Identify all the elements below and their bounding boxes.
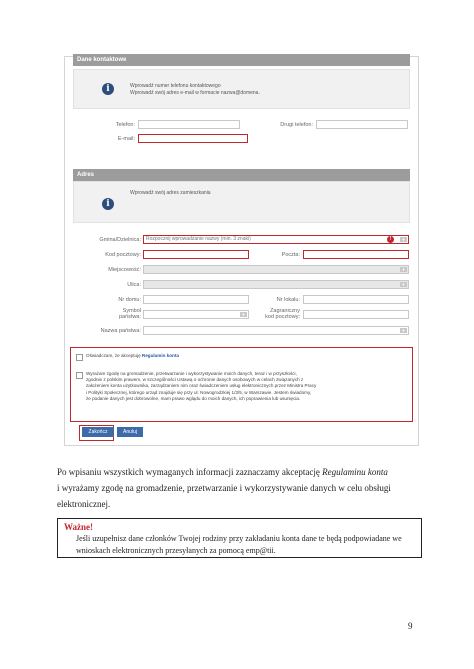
info-icon: i <box>102 83 114 95</box>
regulations-consent-text <box>86 353 179 359</box>
foreign-postal-input[interactable] <box>303 310 409 319</box>
house-number-input[interactable] <box>143 295 249 304</box>
body-line-1 <box>57 464 427 480</box>
submit-button[interactable]: Zakończ <box>82 427 114 437</box>
body-line-1-text: Po wpisaniu wszystkich wymaganych informacji zaznaczamy akceptację <box>57 467 323 477</box>
dropdown-icon[interactable]: ▼ <box>401 267 406 272</box>
consent-box <box>70 347 413 422</box>
email-label: E-mail: <box>117 136 135 142</box>
country-name-label: Nazwa państwa: <box>100 328 141 334</box>
postal-code-input[interactable] <box>143 250 249 259</box>
foreign-postal-label-line2: kod pocztowy: <box>265 314 300 320</box>
gdpr-checkbox[interactable] <box>76 372 83 379</box>
contact-info-box <box>73 69 410 109</box>
info-line-phone: Wprowadź numer telefonu kontaktowego <box>130 83 221 89</box>
phone-label: Telefon: <box>115 122 135 128</box>
second-phone-input[interactable] <box>316 120 408 129</box>
error-icon: ! <box>387 236 394 243</box>
body-paragraph <box>57 464 427 512</box>
gdpr-consent-text <box>86 371 408 402</box>
flat-number-label: Nr lokalu: <box>276 297 300 303</box>
form-screenshot <box>64 56 419 446</box>
dropdown-icon[interactable]: ▼ <box>241 312 246 317</box>
gdpr-line: i Polityki Społecznej, którego urząd znajduje się przy ul. Nowogrodzkiej 1/3/5, w Warszawie. Jestem świadomy, <box>86 389 312 395</box>
info-line-email: Wprowadź swój adres e-mail w formacie nazwa@domena. <box>130 90 260 96</box>
foreign-postal-label-line1: Zagraniczny <box>270 308 300 314</box>
gdpr-line: że podanie danych jest dobrowolne, mam prawo wglądu do moich danych, ich poprawienia lub usunięcia. <box>86 395 301 401</box>
commune-input[interactable] <box>143 235 409 244</box>
body-line-3: elektronicznej. <box>57 499 111 509</box>
important-note-box <box>57 518 422 558</box>
body-line-2: i wyrażamy zgodę na gromadzenie, przetwarzanie i wykorzystywanie danych w celu obsługi <box>57 483 391 493</box>
dropdown-icon[interactable]: ▼ <box>401 237 406 242</box>
country-select[interactable] <box>143 326 409 335</box>
regulations-link[interactable]: Regulamin konta <box>141 353 179 358</box>
state-symbol-label-line2: państwa: <box>118 314 141 320</box>
note-text: Jeśli uzupełnisz dane członków Twojej rodziny przy zakładaniu konta dane te będą podpowiadane we wnioskach elektronicznych przesyłanych za pomocą emp@tii. <box>76 534 402 555</box>
cancel-button[interactable]: Anuluj <box>117 427 143 437</box>
gdpr-line: Wyrażam zgodę na gromadzenie, przetwarzanie i wykorzystywanie moich danych, teraz i w przyszłości, <box>86 371 297 376</box>
regulations-prefix: Oświadczam, że akceptuję <box>86 353 141 358</box>
state-symbol-select[interactable] <box>143 310 249 319</box>
email-input[interactable] <box>138 134 248 143</box>
town-select[interactable] <box>143 265 409 274</box>
info-icon: i <box>102 198 114 210</box>
post-office-input[interactable] <box>303 250 409 259</box>
contact-section-header: Dane kontaktowe <box>73 54 410 66</box>
foreign-postal-label <box>255 308 300 320</box>
town-label: Miejscowość: <box>108 267 141 273</box>
dropdown-icon[interactable]: ▼ <box>401 328 406 333</box>
commune-label: Gmina/Dzielnica: <box>99 237 141 243</box>
note-title: Ważne! <box>64 522 93 532</box>
post-office-label: Poczta: <box>281 252 300 258</box>
commune-placeholder: Rozpocznij wprowadzanie nazwy (min. 3 znaki) <box>146 236 251 242</box>
regulations-checkbox[interactable] <box>76 354 83 361</box>
postal-code-label: Kod pocztowy: <box>105 252 141 258</box>
dropdown-icon[interactable]: ▼ <box>401 282 406 287</box>
page-number: 9 <box>408 621 413 631</box>
street-label: Ulica: <box>127 282 141 288</box>
phone-input[interactable] <box>138 120 240 129</box>
address-section-header: Adres <box>73 169 410 181</box>
second-phone-label: Drugi telefon: <box>280 122 313 128</box>
street-select[interactable] <box>143 280 409 289</box>
gdpr-line: zgodnie z polskim prawem, w szczególności Ustawą o ochronie danych osobowych w celach związanych z <box>86 377 304 383</box>
flat-number-input[interactable] <box>303 295 409 304</box>
state-symbol-label <box>65 308 141 320</box>
contact-info-text <box>130 83 260 97</box>
house-number-label: Nr domu: <box>118 297 141 303</box>
regulations-emphasis: Regulaminu konta <box>322 467 388 477</box>
address-info-text: Wprowadź swój adres zamieszkania <box>130 190 211 196</box>
address-info-box <box>73 181 410 223</box>
state-symbol-label-line1: Symbol <box>122 308 141 314</box>
gdpr-line: założeniem konta użytkownika, zarządzaniem nim oraz świadczeniem usług elektronicznych przez Ministra Pracy <box>86 383 317 389</box>
